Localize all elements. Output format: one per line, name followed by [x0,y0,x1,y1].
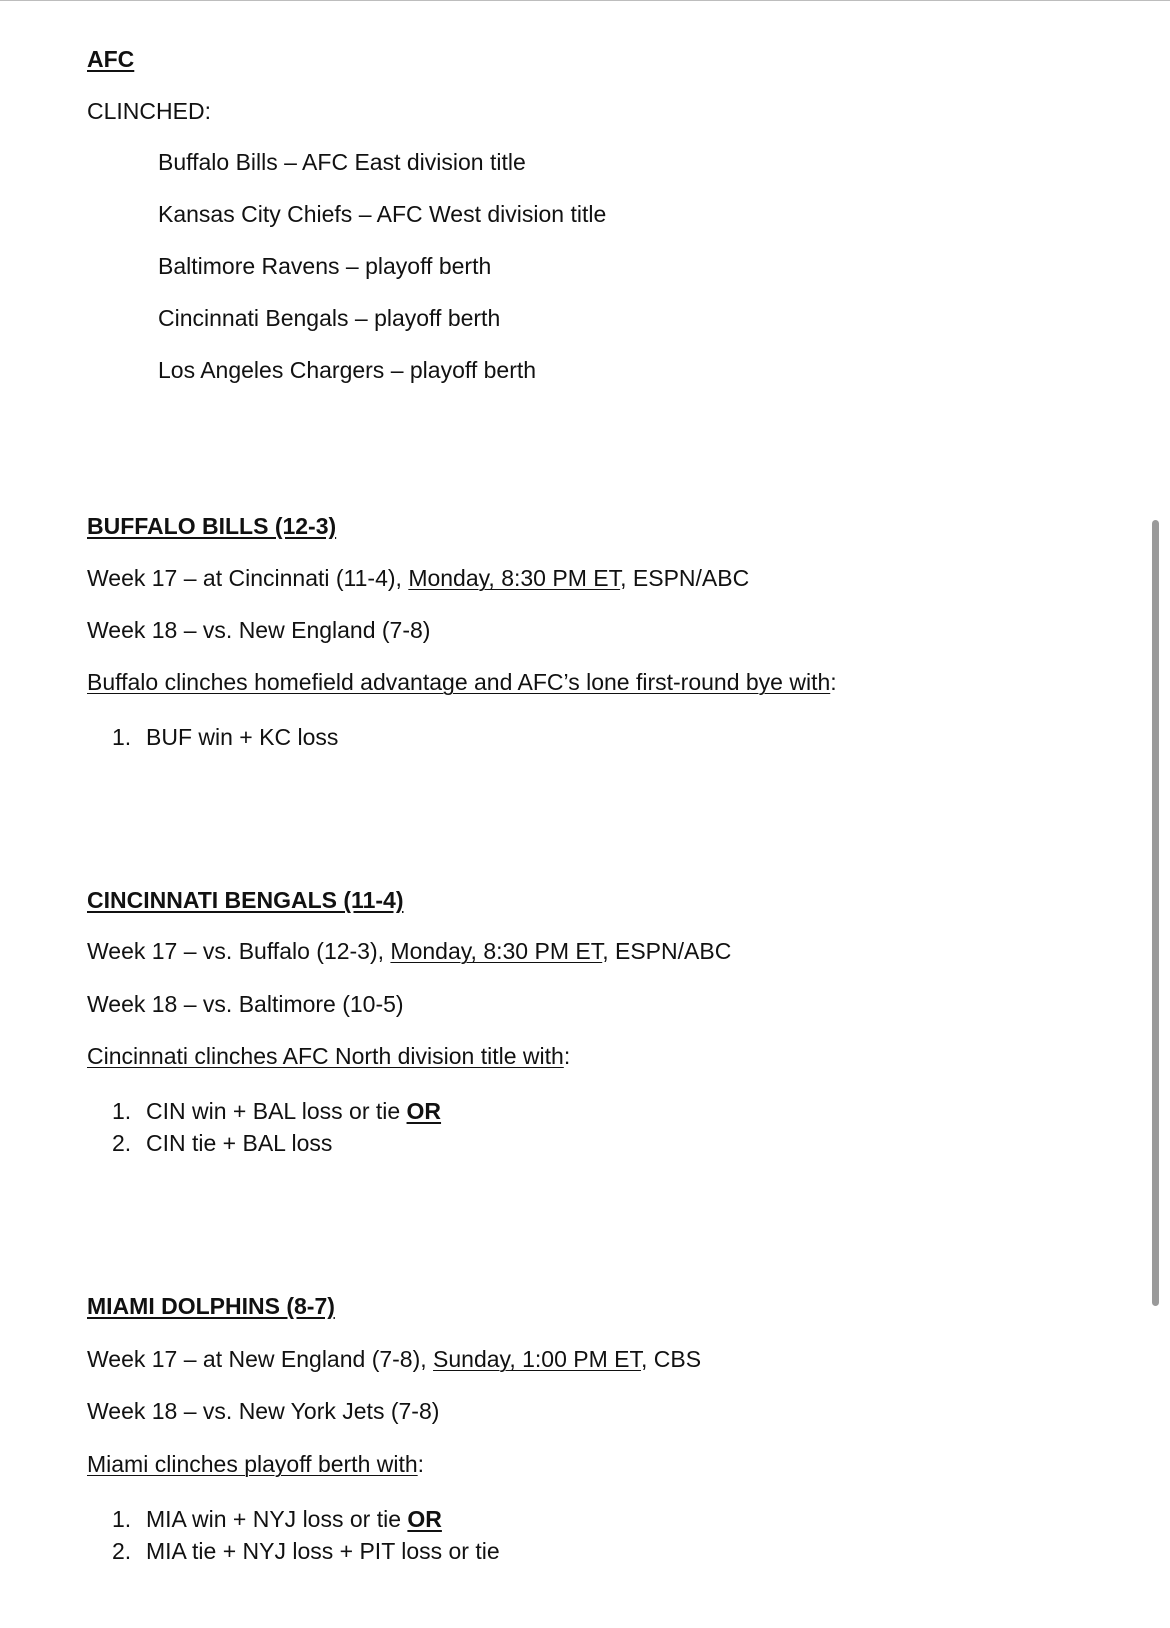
clinched-item: Los Angeles Chargers – playoff berth [158,357,537,383]
vertical-scrollbar[interactable] [1152,520,1159,1306]
dolphins-heading: MIAMI DOLPHINS (8-7) [87,1293,335,1319]
bengals-week17-time-link[interactable]: Monday, 8:30 PM ET [390,938,603,964]
clinched-item: Kansas City Chiefs – AFC West division title [158,201,607,227]
clinched-item: Baltimore Ravens – playoff berth [158,253,492,279]
bills-heading: BUFFALO BILLS (12-3) [87,513,337,539]
bengals-week18: Week 18 – vs. Baltimore (10-5) [87,991,404,1017]
scenario-text: MIA win + NYJ loss or tie [146,1506,408,1532]
bills-week18: Week 18 – vs. New England (7-8) [87,617,431,643]
scenario-text: CIN win + BAL loss or tie [146,1098,407,1124]
list-text [146,1505,442,1533]
dolphins-week17-time-link[interactable]: Sunday, 1:00 PM ET [433,1346,642,1372]
bills-week17-time-link[interactable]: Monday, 8:30 PM ET [408,565,621,591]
dolphins-week18: Week 18 – vs. New York Jets (7-8) [87,1398,440,1424]
bills-clinch-text: Buffalo clinches homefield advantage and AFC’s lone first-round bye with [87,669,831,695]
bills-week17 [87,564,749,592]
afc-heading: AFC [87,46,135,72]
dolphins-clinch-text: Miami clinches playoff berth with [87,1451,418,1477]
bengals-week17-network: , ESPN/ABC [602,938,732,964]
colon: : [417,1451,425,1477]
clinched-label: CLINCHED: [87,98,211,124]
list-number: 1. [112,1098,132,1124]
or-keyword: OR [407,1506,442,1532]
list-number: 2. [112,1538,132,1564]
bills-week17-network: , ESPN/ABC [620,565,750,591]
list-number: 2. [112,1130,132,1156]
clinched-item: Cincinnati Bengals – playoff berth [158,305,501,331]
bengals-week17-text: Week 17 – vs. Buffalo (12-3), [87,938,391,964]
bengals-clinch-text: Cincinnati clinches AFC North division title with [87,1043,564,1069]
bills-week17-text: Week 17 – at Cincinnati (11-4), [87,565,409,591]
colon: : [830,669,837,695]
list-text: CIN tie + BAL loss [146,1130,333,1156]
dolphins-week17-text: Week 17 – at New England (7-8), [87,1346,434,1372]
list-text: MIA tie + NYJ loss + PIT loss or tie [146,1538,500,1564]
list-text: BUF win + KC loss [146,724,339,750]
list-text [146,1097,441,1125]
bengals-heading: CINCINNATI BENGALS (11-4) [87,887,404,913]
dolphins-week17 [87,1345,701,1373]
bengals-week17 [87,937,731,965]
bengals-clinch-scenario-title [87,1042,570,1070]
list-number: 1. [112,724,132,750]
colon: : [563,1043,571,1069]
bills-clinch-scenario-title [87,668,837,696]
dolphins-clinch-scenario-title [87,1450,424,1478]
list-number: 1. [112,1506,132,1532]
clinched-item: Buffalo Bills – AFC East division title [158,149,526,175]
or-keyword: OR [406,1098,442,1124]
dolphins-week17-network: , CBS [641,1346,702,1372]
